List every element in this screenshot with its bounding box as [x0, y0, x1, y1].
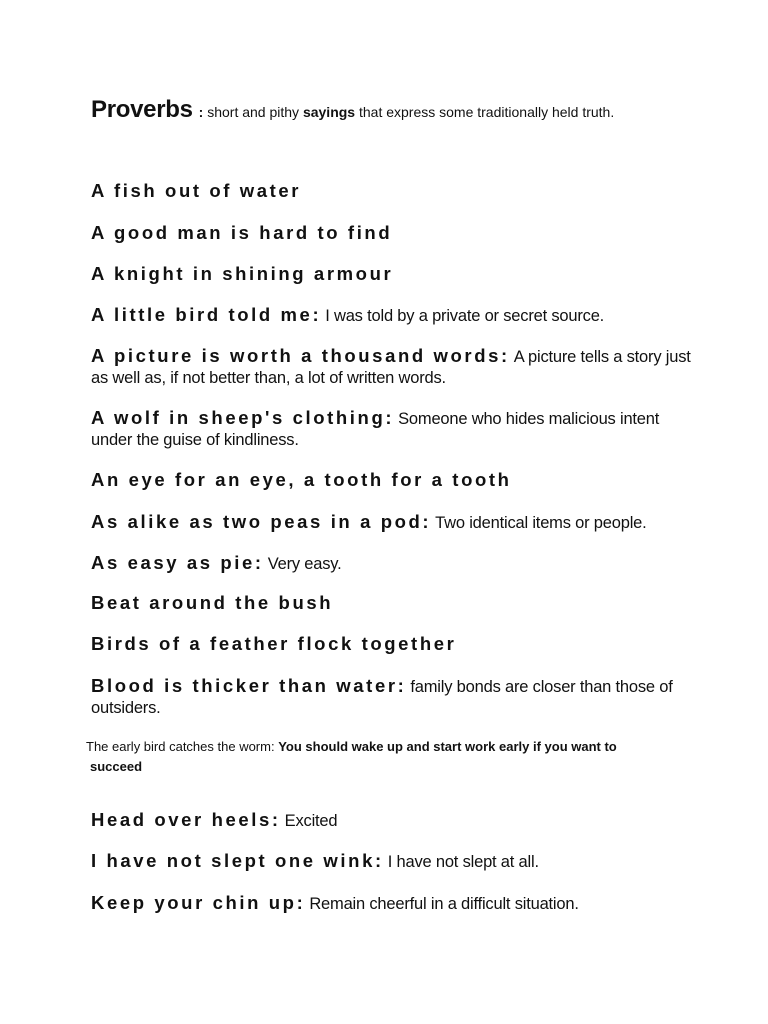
proverb-entry [91, 304, 691, 327]
proverb-definition: family bonds are closer than those of outsiders. [91, 678, 673, 717]
proverb-term: A picture is worth a thousand words: [91, 345, 510, 366]
proverb-term: Blood is thicker than water: [91, 675, 407, 696]
proverb-entry [91, 222, 691, 245]
proverb-definition: You should wake up and start work early if you want to [278, 739, 617, 754]
proverb-entry-small [86, 737, 686, 777]
proverb-definition: Two identical items or people. [435, 514, 647, 532]
proverb-term: A knight in shining armour [91, 263, 394, 284]
proverb-term: The early bird catches the worm: [86, 739, 275, 754]
proverb-term: Birds of a feather flock together [91, 633, 457, 654]
header-colon: : [198, 104, 204, 120]
page-header [91, 96, 614, 124]
page-title: Proverbs [91, 96, 193, 123]
proverb-definition: A picture tells a story just as well as, if not better than, a lot of written words. [91, 348, 691, 387]
proverb-definition: Excited [284, 812, 338, 830]
header-bold-word: sayings [302, 104, 356, 120]
header-text-after: that express some traditionally held truth. [355, 104, 615, 120]
proverb-term: A fish out of water [91, 180, 302, 201]
proverb-entry [91, 345, 691, 389]
proverb-entry [91, 469, 691, 492]
proverb-definition-continued: succeed [90, 759, 143, 774]
proverb-entry [91, 407, 691, 451]
proverb-entry [91, 180, 691, 203]
proverb-entry [91, 552, 691, 575]
proverb-entry [91, 809, 691, 832]
proverb-term: Beat around the bush [91, 592, 334, 613]
proverb-term: Keep your chin up: [91, 892, 306, 913]
proverb-entry [91, 892, 691, 915]
proverb-definition: Someone who hides malicious intent under the guise of kindliness. [91, 410, 660, 449]
proverb-term: As easy as pie: [91, 552, 264, 573]
proverb-term: As alike as two peas in a pod: [91, 511, 432, 532]
header-text-before: short and pithy [203, 104, 303, 120]
proverb-definition: I was told by a private or secret source. [325, 307, 605, 325]
proverb-definition: Remain cheerful in a difficult situation. [309, 895, 579, 913]
proverb-term: A good man is hard to find [91, 222, 393, 243]
proverb-entry [91, 675, 691, 719]
proverb-definition: I have not slept at all. [387, 853, 539, 871]
proverb-term: Head over heels: [91, 809, 281, 830]
proverb-entry [91, 263, 691, 286]
proverb-entry [91, 633, 691, 656]
proverb-entry [91, 592, 691, 615]
proverb-definition: Very easy. [267, 555, 342, 573]
proverb-entry [91, 850, 691, 873]
proverb-entry [91, 511, 691, 534]
proverb-term: I have not slept one wink: [91, 850, 384, 871]
proverb-term: A wolf in sheep's clothing: [91, 407, 395, 428]
proverb-term: A little bird told me: [91, 304, 322, 325]
proverb-term: An eye for an eye, a tooth for a tooth [91, 469, 512, 490]
